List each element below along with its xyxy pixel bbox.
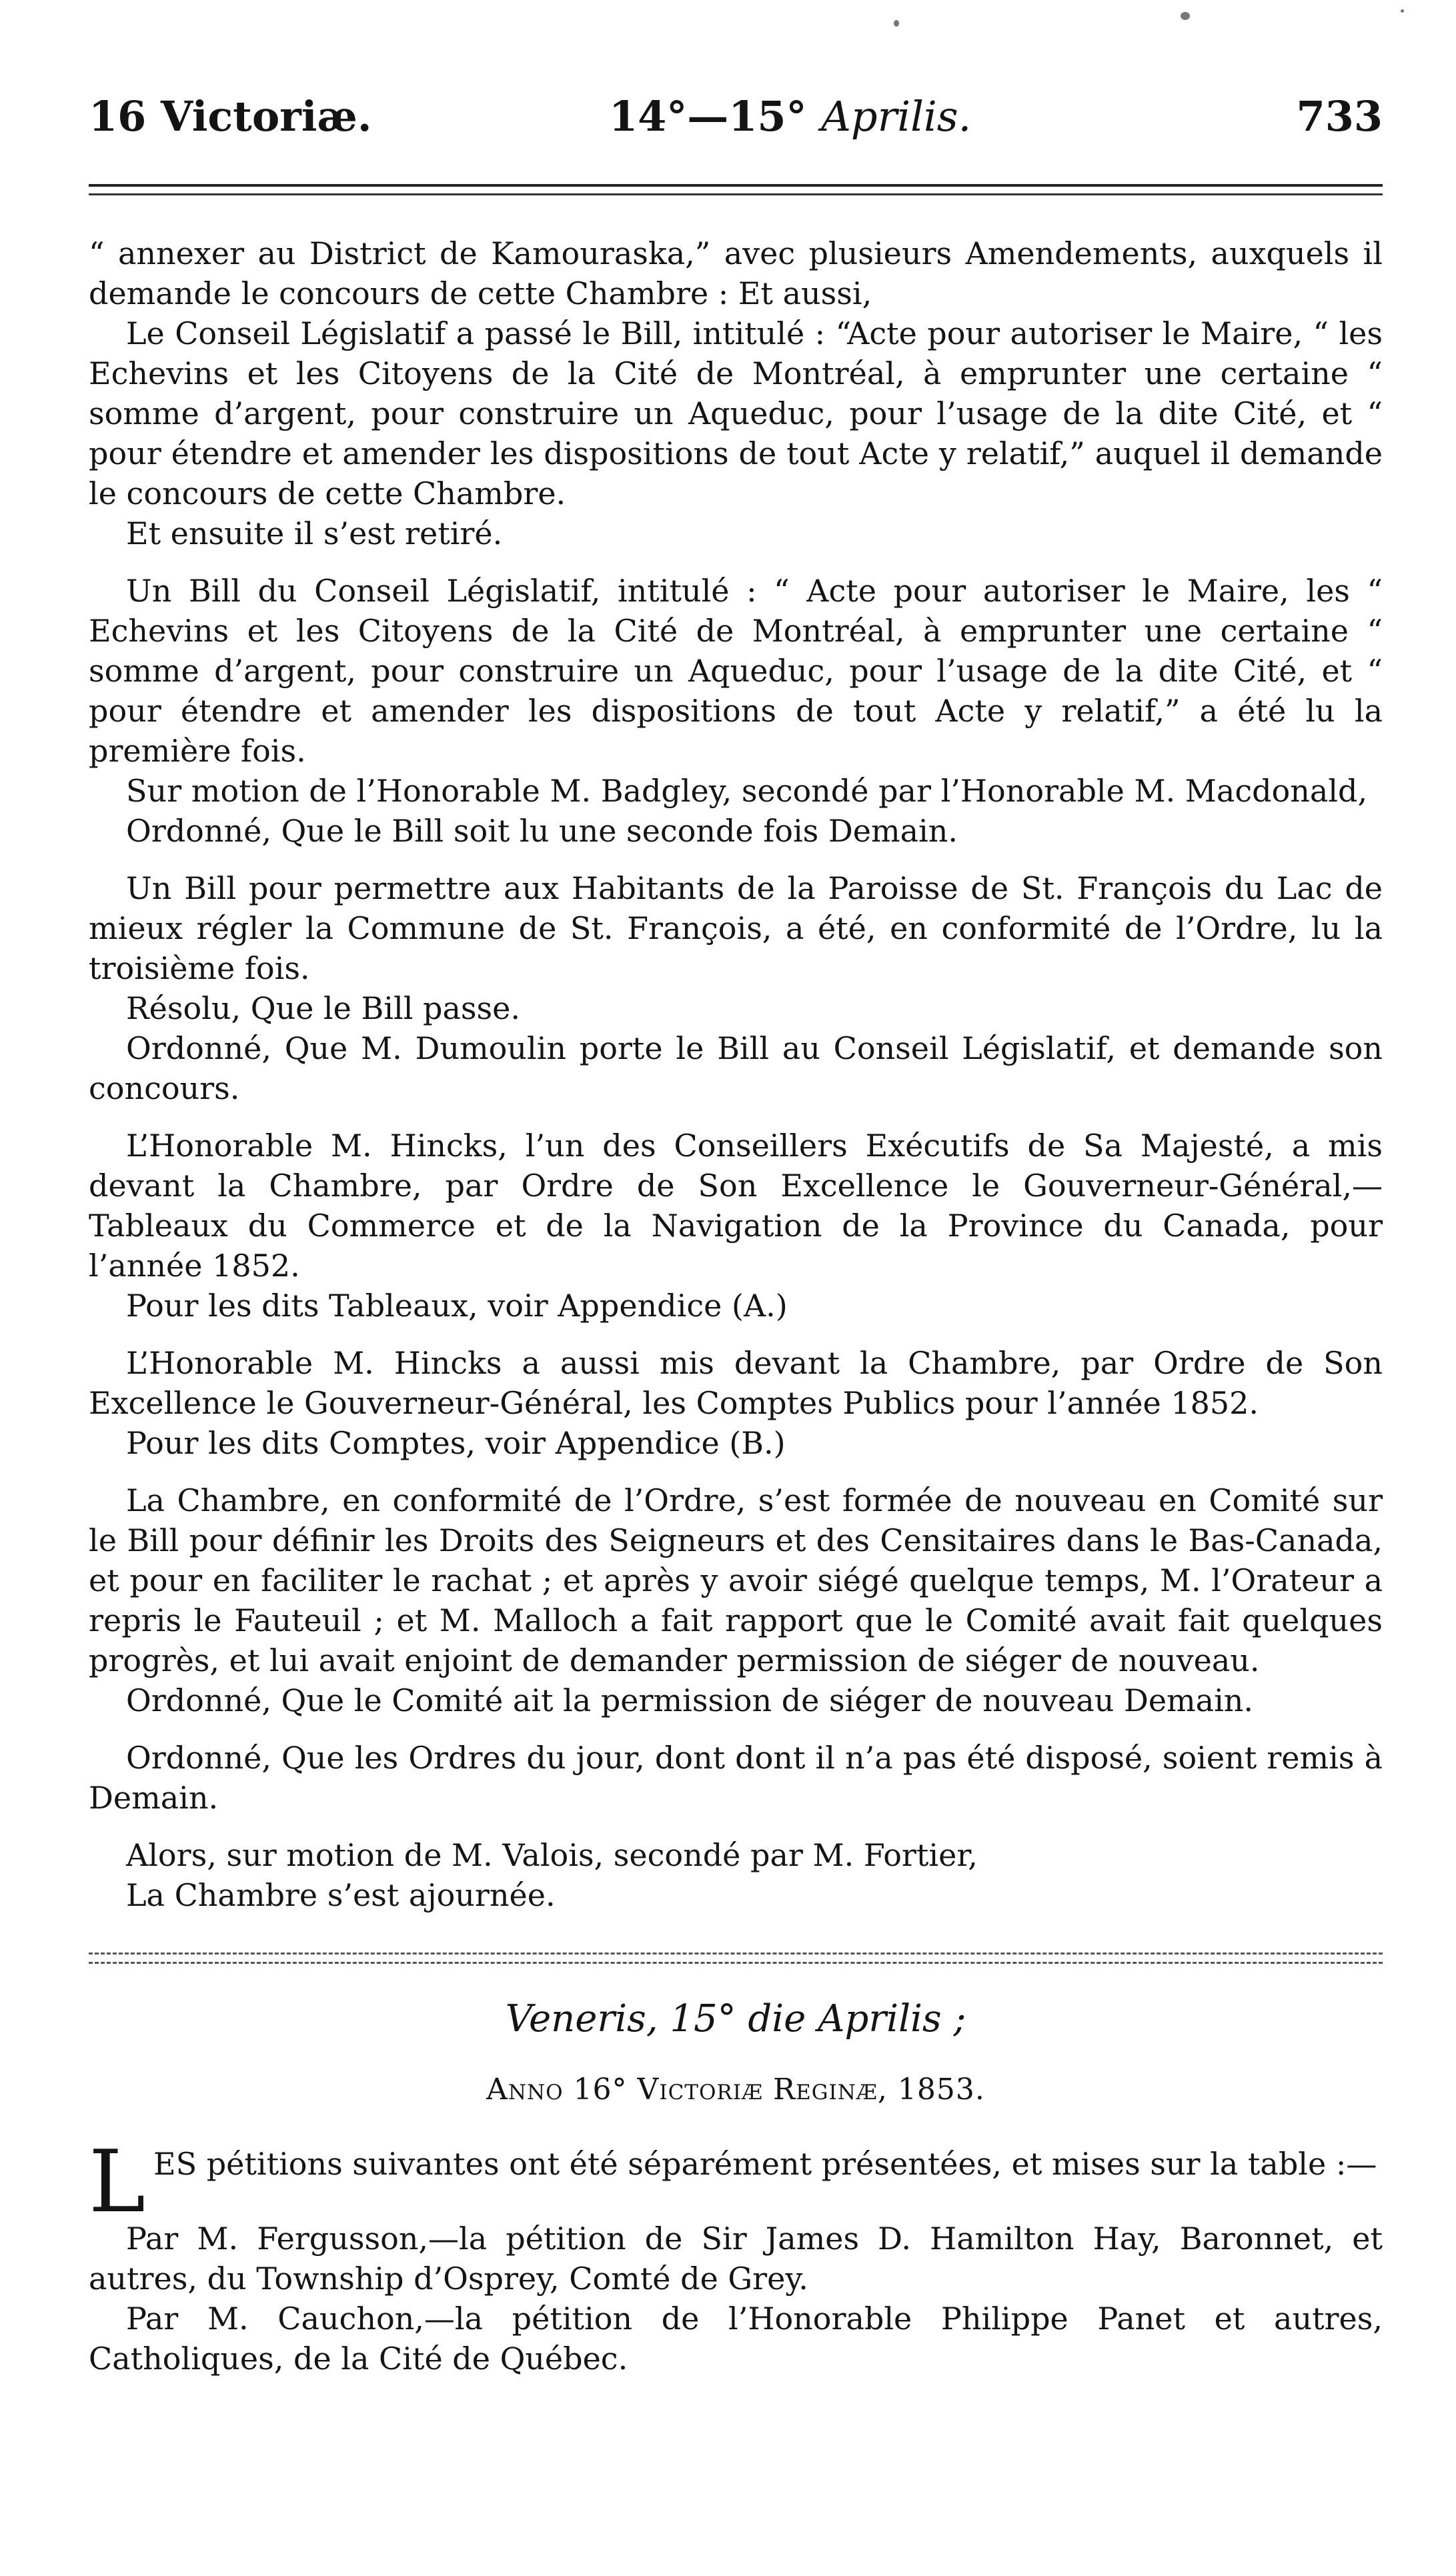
paragraph: Le Conseil Législatif a passé le Bill, intitulé : “Acte pour autoriser le Maire, “ les Echevins et les Citoyens de la Cité de Montréal, à emprunter une certaine “ somme d’argent, pour construire un Aqueduc, pour l’usage de la dite Cité, et “ pour étendre et amender les dispositions de tout Acte y relatif,” auquel il demande le concours de cette Chambre. [89, 315, 1383, 511]
paragraph: Ordonné, Que M. Dumoulin porte le Bill au Conseil Législatif, et demande son concours. [89, 1030, 1383, 1106]
section-divider-bottom [89, 1962, 1383, 1964]
header-date-month: Aprilis. [821, 92, 972, 141]
running-header [89, 92, 1383, 152]
paragraph: La Chambre, en conformité de l’Ordre, s’est formée de nouveau en Comité sur le Bill pour définir les Droits des Seigneurs et des Censitaires dans le Bas-Canada, et pour en faciliter le rachat ; et après y avoir siégé quelque temps, M. l’Orateur a repris le Fauteuil ; et M. Malloch a fait rapport que le Comité avait fait quelques progrès, et lui avait enjoint de demander permission de siéger de nouveau. [89, 1482, 1383, 1678]
paragraph: La Chambre s’est ajournée. [126, 1877, 556, 1913]
petition-item: Par M. Fergusson,—la pétition de Sir James D. Hamilton Hay, Baronnet, et autres, du Township d’Osprey, Comté de Grey. [89, 2221, 1383, 2297]
petitions-section [89, 2133, 1383, 2379]
section-divider-top [89, 1953, 1383, 1955]
paragraph: Ordonné, Que les Ordres du jour, dont dont il n’a pas été disposé, soient remis à Demain. [89, 1740, 1383, 1816]
paragraph: “ annexer au District de Kamouraska,” avec plusieurs Amendements, auxquels il demande le concours de cette Chambre : Et aussi, [89, 235, 1383, 311]
header-date [609, 92, 971, 141]
header-rule-bottom [89, 193, 1383, 195]
day-heading: Veneris, 15° die Aprilis ; [505, 1997, 966, 2041]
paragraph: Résolu, Que le Bill passe. [126, 990, 520, 1026]
paragraph: Un Bill du Conseil Législatif, intitulé : “ Acte pour autoriser le Maire, les “ Echevins et les Citoyens de la Cité de Montréal, à emprunter une certaine “ somme d’argent, pour construire un Aqueduc, pour l’usage de la dite Cité, et “ pour étendre et amender les dispositions de tout Acte y relatif,” a été lu la première fois. [89, 573, 1383, 769]
paragraph: Pour les dits Tableaux, voir Appendice (A.) [126, 1288, 788, 1324]
paragraph: Un Bill pour permettre aux Habitants de la Paroisse de St. François du Lac de mieux régler la Commune de St. François, a été, en conformité de l’Ordre, lu la troisième fois. [89, 870, 1383, 986]
print-speck [1401, 9, 1404, 13]
paragraph: Et ensuite il s’est retiré. [126, 515, 503, 551]
paragraph: Ordonné, Que le Comité ait la permission de siéger de nouveau Demain. [126, 1682, 1254, 1718]
paragraph: Ordonné, Que le Bill soit lu une seconde fois Demain. [126, 813, 958, 849]
paragraph: L’Honorable M. Hincks, l’un des Conseillers Exécutifs de Sa Majesté, a mis devant la Chambre, par Ordre de Son Excellence le Gouverneur-Général,—Tableaux du Commerce et de la Navigation de la Province du Canada, pour l’année 1852. [89, 1128, 1383, 1284]
petition-item: Par M. Cauchon,—la pétition de l’Honorable Philippe Panet et autres, Catholiques, de la Cité de Québec. [89, 2301, 1383, 2377]
paragraph: Alors, sur motion de M. Valois, secondé par M. Fortier, [126, 1837, 978, 1873]
proceedings-text [89, 233, 1383, 1915]
anno-line: Anno 16° Victoriæ Reginæ, 1853. [486, 2073, 985, 2107]
header-date-days: 14°—15° [609, 92, 807, 141]
petitions-intro: ES pétitions suivantes ont été séparément présentées, et mises sur la table :— [153, 2146, 1377, 2182]
header-left-title: 16 Victoriæ. [89, 92, 372, 141]
page-number: 733 [1296, 92, 1383, 141]
print-speck [894, 20, 899, 27]
paragraph: L’Honorable M. Hincks a aussi mis devant la Chambre, par Ordre de Son Excellence le Gouverneur-Général, les Comptes Publics pour l’année 1852. [89, 1345, 1383, 1421]
header-rule-top [89, 184, 1383, 187]
paragraph: Pour les dits Comptes, voir Appendice (B.) [126, 1425, 786, 1461]
drop-cap: L [89, 2133, 145, 2232]
paragraph: Sur motion de l’Honorable M. Badgley, secondé par l’Honorable M. Macdonald, [126, 773, 1368, 809]
print-speck [1181, 12, 1190, 20]
